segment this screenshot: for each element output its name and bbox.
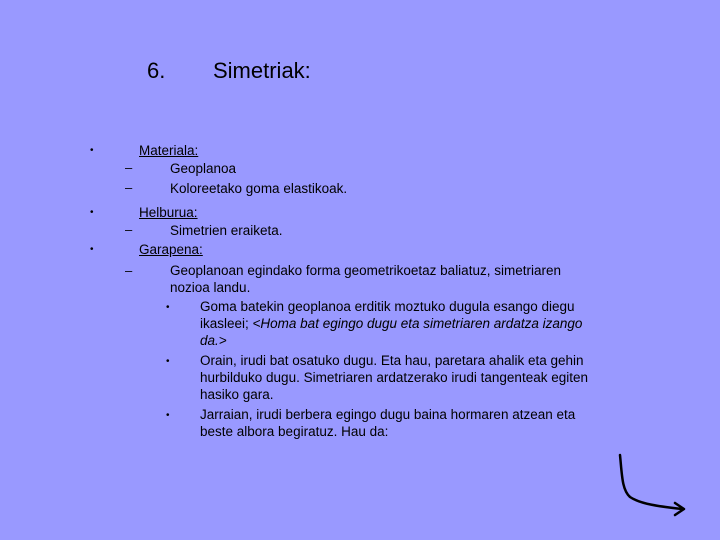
sub1-line1: Goma batekin geoplanoa erditik moztuko dugula esango diegu — [200, 299, 575, 314]
curved-arrow-shaft — [620, 455, 682, 509]
materiala-item-2: Koloreetako goma elastikoak. — [170, 181, 348, 196]
dash-materiala-2: – — [125, 180, 133, 195]
heading-helburua: Helburua: — [139, 205, 198, 220]
sub2-line1: Orain, irudi bat osatuko dugu. Eta hau, paretara ahalik eta gehin — [200, 353, 584, 368]
slide-title: Simetriak: — [213, 58, 311, 83]
bullet-garapena: • — [90, 244, 94, 255]
garapena-item-line1: Geoplanoan egindako forma geometrikoetaz baliatuz, simetriaren — [170, 263, 561, 278]
dash-materiala-1: – — [125, 160, 133, 175]
heading-materiala: Materiala: — [139, 143, 199, 158]
helburua-item-1: Simetrien eraiketa. — [170, 223, 283, 238]
bullet-sub-2: • — [166, 356, 170, 367]
dash-helburua-1: – — [125, 222, 133, 237]
bullet-materiala: • — [90, 145, 94, 156]
sub2-line2: hurbilduko dugu. Simetriaren ardatzerako irudi tangenteak egiten — [200, 370, 588, 385]
sub3-line2: beste albora begiratuz. Hau da: — [200, 424, 389, 439]
bullet-helburua: • — [90, 207, 94, 218]
bullet-sub-1: • — [166, 302, 170, 313]
sub3-line1: Jarraian, irudi berbera egingo dugu baina hormaren atzean eta — [200, 407, 576, 422]
sub1-line3: da.> — [200, 333, 227, 348]
bullet-sub-3: • — [166, 410, 170, 421]
sub2-line3: hasiko gara. — [200, 387, 274, 402]
sub1-line2-italic: <Homa bat egingo dugu eta simetriaren ardatza izango — [252, 316, 583, 331]
heading-garapena: Garapena: — [139, 242, 203, 257]
sub1-line2-plain: ikasleei; — [200, 316, 253, 331]
slide-title-number: 6. — [147, 58, 166, 83]
garapena-item-line2: nozioa landu. — [170, 280, 251, 295]
materiala-item-1: Geoplanoa — [170, 161, 237, 176]
dash-garapena-1: – — [125, 263, 133, 278]
sub1-line2 — [200, 315, 582, 332]
curved-arrow-icon — [600, 445, 690, 520]
